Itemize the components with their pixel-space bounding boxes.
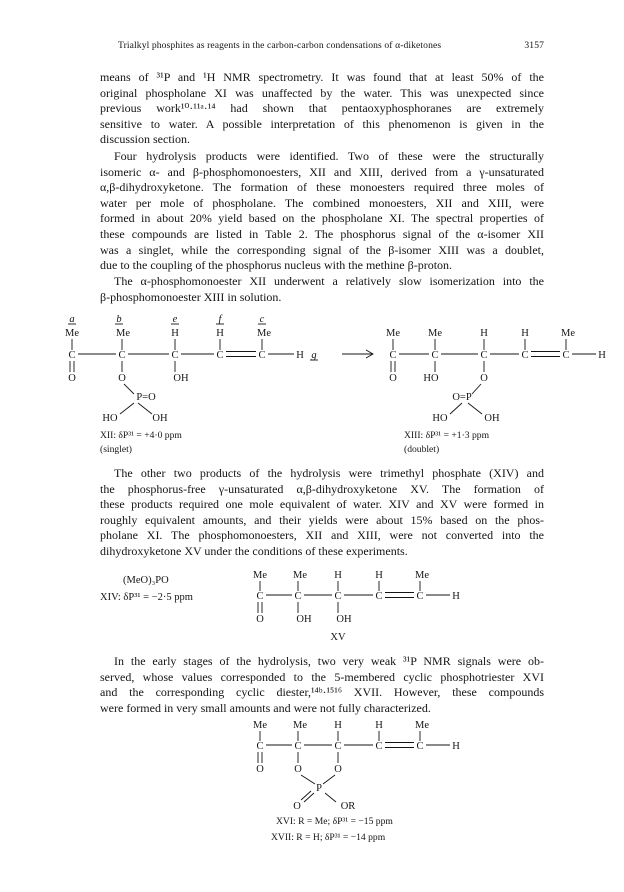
xii-c-4: C	[216, 350, 224, 361]
xii-multiplicity: (singlet)	[100, 444, 132, 455]
text-line: Four hydrolysis products were identified. Two of these were the structurally	[114, 149, 544, 163]
text-line: these products required one mole equivalent of water. XIV and XV were formed in	[100, 497, 544, 512]
running-header	[118, 40, 544, 56]
xii-p-o: P=O	[136, 392, 156, 403]
xvi-o-ring-2: O	[334, 764, 342, 775]
xvi-c-1: C	[256, 741, 264, 752]
text-line: these compounds are listed in Table 2. The phosphorus signal of the α-isomer XII	[100, 226, 544, 241]
paragraph-early-stages	[100, 654, 544, 716]
xiii-me-2: Me	[428, 328, 442, 339]
text-line: means of ³¹P and ¹H NMR spectrometry. It was found that at least 50% of the	[100, 70, 544, 84]
running-title: Trialkyl phosphites as reagents in the carbon-carbon condensations of α-diketones	[118, 40, 442, 51]
xii-oh: OH	[173, 373, 189, 384]
xvi-o-phosphoryl: O	[293, 801, 301, 812]
xii-c-3: C	[171, 350, 179, 361]
text-line: α,β-dihydroxyketone. The formation of these monoesters required three moles of	[100, 180, 544, 195]
text-line: were formed in very small amounts and were not fully characterized.	[100, 700, 431, 715]
label-b: b	[116, 314, 122, 325]
xii-oh-2: OH	[152, 413, 168, 424]
xv-label: XV	[330, 632, 346, 643]
xii-c-2: C	[118, 350, 126, 361]
label-f: f	[218, 314, 222, 325]
label-e: e	[172, 314, 178, 325]
xii-me-1: Me	[65, 328, 79, 339]
label-a: a	[69, 314, 75, 325]
text-line: and the corresponding cyclic diester,¹⁴ᵇ·¹⁵¹⁶ XVII. However, these compounds	[100, 685, 544, 700]
xvi-c-4: C	[375, 741, 383, 752]
xvi-caption: XVI: R = Me; δP³¹ = −15 ppm	[276, 816, 393, 827]
xv-oh-2: OH	[336, 614, 352, 625]
text-line: served, whose values corresponded to the 5-membered cyclic phosphotriester XVI	[100, 669, 544, 684]
xvi-me-2: Me	[293, 720, 307, 731]
xv-me-1: Me	[253, 570, 267, 581]
xii-o-ester: O	[118, 373, 126, 384]
xii-c-5: C	[258, 350, 266, 361]
xv-me-2: Me	[293, 570, 307, 581]
xvi-h-2: H	[375, 720, 383, 731]
xvi-c-5: C	[416, 741, 424, 752]
label-c: c	[259, 314, 265, 325]
xiii-h-terminal: H	[598, 350, 606, 361]
xii-g-label: g	[311, 350, 317, 361]
xii-me-3: Me	[257, 328, 271, 339]
xvi-o-keto: O	[256, 764, 264, 775]
xiii-c-2: C	[431, 350, 439, 361]
text-line: pholane XI. The phosphomonoesters, XII and XIII, were not converted into the	[100, 528, 544, 543]
text-line: dihydroxyketone XV under the conditions of these experiments.	[100, 543, 408, 558]
xv-c-5: C	[416, 591, 424, 602]
xv-oh-1: OH	[296, 614, 312, 625]
text-line: sensitive to water. A possible interpretation of this phenomenon is given in the	[100, 116, 544, 131]
xiii-o-keto: O	[389, 373, 397, 384]
xv-h-2: H	[375, 570, 383, 581]
xiii-c-5: C	[562, 350, 570, 361]
xiii-c-1: C	[389, 350, 397, 361]
xii-h-1: H	[171, 328, 179, 339]
scheme-xvi-xvii	[224, 716, 484, 812]
xv-h-terminal: H	[452, 591, 460, 602]
xvi-h-1: H	[334, 720, 342, 731]
text-line: In the early stages of the hydrolysis, two very weak ³¹P NMR signals were ob-	[114, 654, 544, 668]
text-line: roughly equivalent amounts, and their yields were about 15% based on the phos-	[100, 512, 544, 527]
text-line: original phospholane XI was unaffected by the water. This was unexpected since	[100, 85, 544, 100]
xii-c-1: C	[68, 350, 76, 361]
text-line: was a singlet, while the corresponding signal of the β-isomer XIII was a doublet,	[100, 242, 544, 257]
xvi-h-terminal: H	[452, 741, 460, 752]
paragraph-isomerization	[100, 274, 544, 305]
xiii-caption: XIII: δP³¹ = +1·3 ppm	[404, 430, 490, 441]
xii-me-2: Me	[116, 328, 130, 339]
xiii-o-ester: O	[480, 373, 488, 384]
xiii-ho: HO	[423, 373, 439, 384]
xiii-ho-2: HO	[432, 413, 448, 424]
xv-c-1: C	[256, 591, 264, 602]
xv-o: O	[256, 614, 264, 625]
xiii-o-p: O=P	[452, 392, 472, 403]
scheme-xv	[224, 566, 484, 646]
xii-ho: HO	[102, 413, 118, 424]
xiii-multiplicity: (doublet)	[404, 444, 440, 455]
xv-me-3: Me	[415, 570, 429, 581]
text-line: previous work¹⁰·¹¹ᵃ·¹⁴ had shown that pentaoxyphosphoranes are extremely	[100, 101, 544, 116]
xvi-c-3: C	[334, 741, 342, 752]
text-line: formed in about 20% yield based on the phospholane XI. The spectral properties of	[100, 211, 544, 226]
paragraph-hydrolysis-products	[100, 149, 544, 274]
xvi-or: OR	[340, 801, 356, 812]
xii-o-keto: O	[68, 373, 76, 384]
xii-h-2: H	[216, 328, 224, 339]
xiv-formula: (MeO)₃PO	[123, 575, 169, 586]
xvi-p: P	[316, 783, 322, 794]
text-line: water per mole of phospholane. The combined monoesters, XII and XIII, were	[100, 195, 544, 210]
xiv-caption: XIV: δP³¹ = −2·5 ppm	[100, 592, 193, 603]
xii-caption: XII: δP³¹ = +4·0 ppm	[100, 430, 182, 441]
xvii-caption: XVII: R = H; δP³¹ = −14 ppm	[271, 832, 386, 843]
paragraph-nmr-means	[100, 70, 544, 148]
text-line: isomeric α- and β-phosphomonoesters, XII and XIII, derived from a γ-unsaturated	[100, 164, 544, 179]
xiii-oh-2: OH	[484, 413, 500, 424]
xiii-c-3: C	[480, 350, 488, 361]
xv-c-4: C	[375, 591, 383, 602]
text-line: discussion section.	[100, 132, 190, 147]
xv-h-1: H	[334, 570, 342, 581]
text-line: The other two products of the hydrolysis were trimethyl phosphate (XIV) and	[114, 466, 544, 480]
xv-c-3: C	[334, 591, 342, 602]
xvi-me-1: Me	[253, 720, 267, 731]
scheme-xii-xiii	[0, 310, 624, 460]
xv-c-2: C	[294, 591, 302, 602]
xiii-h-2: H	[521, 328, 529, 339]
text-line: The α-phosphomonoester XII underwent a relatively slow isomerization into the	[114, 274, 544, 288]
page-number: 3157	[524, 40, 544, 51]
xiii-c-4: C	[521, 350, 529, 361]
xii-h-terminal: H	[296, 350, 304, 361]
xvi-me-3: Me	[415, 720, 429, 731]
xiii-me-3: Me	[561, 328, 575, 339]
xvi-o-ring-1: O	[294, 764, 302, 775]
paragraph-other-products	[100, 466, 544, 560]
xiii-h-1: H	[480, 328, 488, 339]
xiii-me-1: Me	[386, 328, 400, 339]
text-line: β-phosphomonoester XIII in solution.	[100, 289, 282, 304]
xvi-c-2: C	[294, 741, 302, 752]
text-line: due to the coupling of the phosphorus nucleus with the methine β-proton.	[100, 258, 453, 273]
text-line: the phosphorus-free γ-unsaturated α,β-dihydroxyketone XV. The formation of	[100, 481, 544, 496]
